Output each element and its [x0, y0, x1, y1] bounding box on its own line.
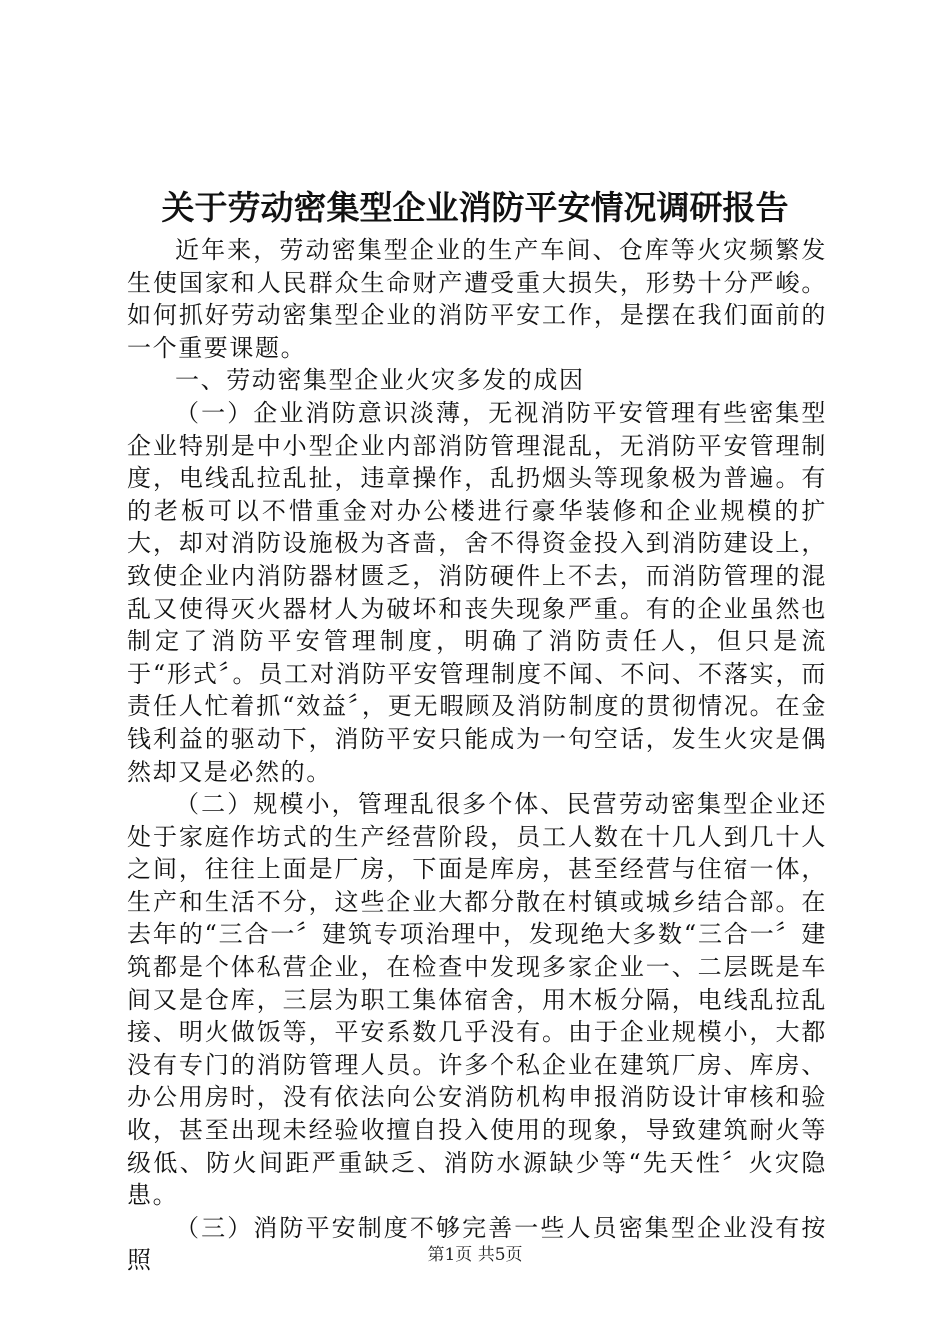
document-body	[127, 234, 827, 1277]
document-title: 关于劳动密集型企业消防平安情况调研报告	[161, 188, 789, 227]
paragraph-cause-1: （一）企业消防意识淡薄，无视消防平安管理有些密集型企业特别是中小型企业内部消防管理混乱，无消防平安管理制度，电线乱拉乱扯，违章操作，乱扔烟头等现象极为普遍。有的老板可以不惜重金对办公楼进行豪华装修和企业规模的扩大，却对消防设施极为吝啬，舍不得资金投入到消防建设上，致使企业内消防器材匮乏，消防硬件上不去，而消防管理的混乱又使得灭火器材人为破坏和丧失现象严重。有的企业虽然也制定了消防平安管理制度，明确了消防责任人，但只是流于“形式〞。员工对消防平安管理制度不闻、不问、不落实，而责任人忙着抓“效益〞，更无暇顾及消防制度的贯彻情况。在金钱利益的驱动下，消防平安只能成为一句空话，发生火灾是偶然却又是必然的。	[127, 398, 827, 786]
paragraph-cause-2: （二）规模小，管理乱很多个体、民营劳动密集型企业还处于家庭作坊式的生产经营阶段，员工人数在十几人到几十人之间，往往上面是厂房，下面是库房，甚至经营与住宿一体，生产和生活不分，这些企业大都分散在村镇或城乡结合部。在去年的“三合一〞建筑专项治理中，发现绝大多数“三合一〞建筑都是个体私营企业，在检查中发现多家企业一、二层既是车间又是仓库，三层为职工集体宿舍，用木板分隔，电线乱拉乱接、明火做饭等，平安系数几乎没有。由于企业规模小，大都没有专门的消防管理人员。许多个私企业在建筑厂房、库房、办公用房时，没有依法向公安消防机构申报消防设计审核和验收，甚至出现未经验收擅自投入使用的现象，导致建筑耐火等级低、防火间距严重缺乏、消防水源缺少等“先天性〞火灾隐患。	[127, 790, 827, 1210]
section-heading-causes: 一、劳动密集型企业火灾多发的成因	[175, 366, 585, 395]
page-footer: 第1页 共5页	[427, 1245, 523, 1265]
paragraph-cause-3: （三）消防平安制度不够完善一些人员密集型企业没有按照	[127, 1213, 827, 1275]
paragraph-intro: 近年来，劳动密集型企业的生产车间、仓库等火灾频繁发生使国家和人民群众生命财产遭受重大损失，形势十分严峻。如何抓好劳动密集型企业的消防平安工作，是摆在我们面前的一个重要课题。	[127, 236, 827, 362]
